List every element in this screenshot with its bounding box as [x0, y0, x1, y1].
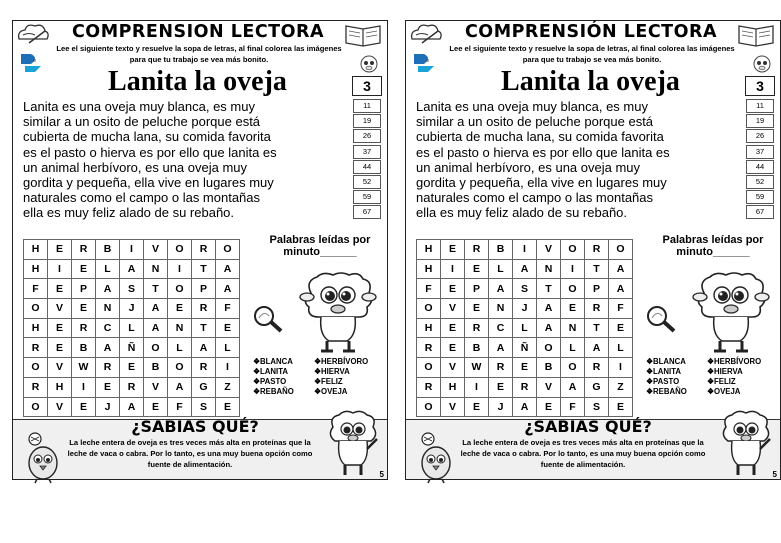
word-search-cell[interactable]: N	[561, 318, 585, 338]
word-search-cell[interactable]: A	[489, 279, 513, 299]
word-search-row	[24, 259, 240, 279]
word-search-cell[interactable]: V	[48, 358, 72, 378]
word-search-cell[interactable]: L	[96, 259, 120, 279]
word-search-cell[interactable]: V	[48, 299, 72, 319]
word-search-cell[interactable]: V	[441, 358, 465, 378]
word-search-cell[interactable]: V	[441, 397, 465, 417]
word-search-grid	[416, 239, 633, 417]
header-instructions: Lee el siguiente texto y resuelve la sopa de letras, al final colorea las imágenes para que tu trabajo se vea más bonito.	[56, 44, 342, 64]
word-search-row	[417, 299, 633, 319]
sabias-text: La leche entera de oveja es tres veces más alta en proteínas que la leche de vaca o cabra. Por lo tanto, es una muy buena opción como fuente de alimentación.	[67, 438, 313, 470]
word-search-cell[interactable]: E	[489, 377, 513, 397]
word-search-cell[interactable]: A	[96, 338, 120, 358]
word-search-cell[interactable]: I	[561, 259, 585, 279]
word-search-cell[interactable]: A	[192, 338, 216, 358]
header-instructions: Lee el siguiente texto y resuelve la sopa de letras, al final colorea las imágenes para que tu trabajo se vea más bonito.	[449, 44, 735, 64]
word-search-cell[interactable]: E	[441, 318, 465, 338]
word-count-cell: 26	[353, 129, 381, 143]
word-search-cell[interactable]: V	[144, 377, 168, 397]
word-search-cell[interactable]: N	[537, 259, 561, 279]
word-search-row	[24, 279, 240, 299]
words-per-minute-text: Palabras leídas por minuto	[269, 234, 371, 258]
book-icon	[736, 21, 776, 47]
word-search-cell[interactable]: L	[120, 318, 144, 338]
word-search-cell[interactable]: R	[24, 338, 48, 358]
story-line: un animal herbívoro, es una oveja muy	[416, 159, 641, 175]
word-search-cell[interactable]: G	[585, 377, 609, 397]
word-count-cell: 37	[353, 145, 381, 159]
word-search-cell[interactable]: V	[144, 240, 168, 260]
bird-mascot-icon	[21, 431, 65, 483]
word-search-cell[interactable]: I	[465, 377, 489, 397]
word-search-cell[interactable]: A	[144, 318, 168, 338]
word-search-cell[interactable]: H	[417, 259, 441, 279]
story-line: un animal herbívoro, es una oveja muy	[23, 159, 248, 175]
word-search-cell[interactable]: I	[48, 259, 72, 279]
word-search-cell[interactable]: A	[96, 279, 120, 299]
word-search-cell[interactable]: H	[24, 240, 48, 260]
story-line: naturales como el campo o las montañas	[416, 190, 654, 206]
word-search-cell[interactable]: I	[609, 358, 633, 378]
story-line: gordita y pequeña, ella vive en lugares muy	[23, 175, 274, 191]
word-count-cell: 67	[746, 205, 774, 219]
word-search-row	[417, 358, 633, 378]
svg-text:e: e	[426, 58, 430, 64]
sheep-waving-icon	[718, 409, 774, 479]
word-search-cell[interactable]: A	[120, 259, 144, 279]
word-search-cell[interactable]: E	[168, 299, 192, 319]
word-search-cell[interactable]: J	[489, 397, 513, 417]
word-search-cell[interactable]: P	[72, 279, 96, 299]
word-search-cell[interactable]: R	[585, 240, 609, 260]
words-per-minute-text: Palabras leídas por minuto	[662, 234, 764, 258]
word-search-row	[24, 240, 240, 260]
word-search-cell[interactable]: O	[168, 279, 192, 299]
word-search-cell[interactable]: R	[192, 358, 216, 378]
word-search-cell[interactable]: A	[609, 279, 633, 299]
word-search-cell[interactable]: T	[537, 279, 561, 299]
word-search-cell[interactable]: R	[489, 358, 513, 378]
word-search-cell[interactable]: C	[489, 318, 513, 338]
word-search-cell[interactable]: E	[513, 358, 537, 378]
word-search-cell[interactable]: J	[120, 299, 144, 319]
word-count-cell: 11	[746, 99, 774, 113]
word-search-cell[interactable]: L	[216, 338, 240, 358]
word-search-grid	[23, 239, 240, 417]
word-search-row	[24, 299, 240, 319]
word-search-row	[417, 397, 633, 417]
word-count-cell: 67	[353, 205, 381, 219]
word-search-cell[interactable]: A	[537, 318, 561, 338]
word-search-cell[interactable]: O	[168, 358, 192, 378]
book-icon	[343, 21, 383, 47]
word-count-cell: 37	[746, 145, 774, 159]
word-search-cell[interactable]: E	[72, 259, 96, 279]
word-count-cell: 11	[353, 99, 381, 113]
word-search-cell[interactable]: L	[489, 259, 513, 279]
word-search-cell[interactable]: E	[216, 318, 240, 338]
word-search-cell[interactable]: A	[513, 259, 537, 279]
story-text	[416, 99, 740, 221]
word-search-cell[interactable]: B	[96, 240, 120, 260]
word-count-cell: 52	[353, 175, 381, 189]
magnifier-icon	[251, 304, 285, 334]
word-search-cell[interactable]: S	[192, 397, 216, 417]
word-list-item: ❖ OVEJA	[314, 387, 375, 397]
word-list-item: ❖ LANITA	[253, 367, 314, 377]
word-search-cell[interactable]: E	[216, 397, 240, 417]
word-count-cell: 19	[353, 114, 381, 128]
word-search-cell[interactable]: O	[537, 338, 561, 358]
page-number: 5	[772, 470, 777, 479]
word-search-cell[interactable]: R	[585, 299, 609, 319]
word-search-cell[interactable]: A	[216, 259, 240, 279]
word-search-row	[24, 397, 240, 417]
word-search-cell[interactable]: B	[537, 358, 561, 378]
word-search-cell[interactable]: N	[144, 259, 168, 279]
words-per-minute-label: Palabras leídas por minuto______	[269, 234, 371, 258]
word-search-cell[interactable]: T	[192, 259, 216, 279]
word-list-item: ❖ PASTO	[253, 377, 314, 387]
clouds-icon	[15, 21, 51, 47]
svg-text:e: e	[33, 58, 37, 64]
word-search-cell[interactable]: O	[417, 397, 441, 417]
word-search-cell[interactable]: E	[465, 259, 489, 279]
word-search-cell[interactable]: I	[120, 240, 144, 260]
story-line: ella es muy feliz alado de su rebaño.	[23, 205, 235, 221]
word-search-cell[interactable]: I	[216, 358, 240, 378]
word-search-cell[interactable]: R	[465, 240, 489, 260]
word-search-cell[interactable]: A	[609, 259, 633, 279]
word-search-cell[interactable]: R	[513, 377, 537, 397]
word-search-cell[interactable]: B	[144, 358, 168, 378]
word-search-cell[interactable]: R	[72, 318, 96, 338]
word-search-cell[interactable]: E	[609, 397, 633, 417]
word-count-cell: 44	[353, 160, 381, 174]
story-line: cubierta de mucha lana, su comida favorita	[416, 129, 664, 145]
word-search-cell[interactable]: O	[24, 397, 48, 417]
word-search-cell[interactable]: E	[72, 299, 96, 319]
word-search-cell[interactable]: R	[417, 377, 441, 397]
word-search-cell[interactable]: H	[24, 259, 48, 279]
word-search-cell[interactable]: L	[168, 338, 192, 358]
word-search-row	[24, 358, 240, 378]
word-count-cell: 26	[746, 129, 774, 143]
word-search-cell[interactable]: T	[192, 318, 216, 338]
word-search-cell[interactable]: E	[537, 397, 561, 417]
word-search-cell[interactable]: O	[216, 240, 240, 260]
word-search-cell[interactable]: W	[465, 358, 489, 378]
sabias-title: ¿SABIAS QUÉ?	[524, 417, 652, 436]
word-search-row	[417, 338, 633, 358]
sheep-waving-icon	[325, 409, 381, 479]
word-search-cell[interactable]: V	[537, 240, 561, 260]
word-search-cell[interactable]: O	[24, 299, 48, 319]
word-search-row	[417, 377, 633, 397]
word-search-cell[interactable]: A	[120, 397, 144, 417]
word-search-cell[interactable]: E	[465, 299, 489, 319]
sabias-text: La leche entera de oveja es tres veces más alta en proteínas que la leche de vaca o cabra. Por lo tanto, es una muy buena opción como fuente de alimentación.	[460, 438, 706, 470]
word-search-cell[interactable]: R	[465, 318, 489, 338]
story-line: similar a un osito de peluche porque está	[23, 114, 261, 130]
word-list	[646, 357, 780, 397]
sheep-small-icon	[357, 54, 381, 76]
word-search-cell[interactable]: T	[144, 279, 168, 299]
word-search-cell[interactable]: J	[96, 397, 120, 417]
word-search-cell[interactable]: R	[24, 377, 48, 397]
word-search-cell[interactable]: A	[585, 338, 609, 358]
word-search-cell[interactable]: E	[441, 338, 465, 358]
word-search-cell[interactable]: E	[120, 358, 144, 378]
word-list-item: ❖ HERBÍVORO	[314, 357, 375, 367]
story-line: es el pasto o hierva es por ello que lanita es	[23, 144, 277, 160]
word-search-cell[interactable]: E	[48, 318, 72, 338]
story-line: Lanita es una oveja muy blanca, es muy	[23, 99, 255, 114]
word-search-cell[interactable]: O	[417, 299, 441, 319]
word-search-cell[interactable]: E	[48, 240, 72, 260]
word-search-cell[interactable]: N	[168, 318, 192, 338]
word-search-cell[interactable]: J	[513, 299, 537, 319]
word-search-row	[417, 318, 633, 338]
word-search-cell[interactable]: E	[441, 240, 465, 260]
word-search-cell[interactable]: E	[48, 279, 72, 299]
word-list-item: ❖ FELIZ	[314, 377, 375, 387]
story-line: ella es muy feliz alado de su rebaño.	[416, 205, 628, 221]
word-search-row	[24, 377, 240, 397]
word-search-row	[24, 318, 240, 338]
word-search-cell[interactable]: O	[561, 279, 585, 299]
word-list-item: ❖ FELIZ	[707, 377, 768, 387]
story-line: cubierta de mucha lana, su comida favorita	[23, 129, 271, 145]
word-search-cell[interactable]: S	[513, 279, 537, 299]
word-search-cell[interactable]: A	[144, 299, 168, 319]
word-search-cell[interactable]: F	[609, 299, 633, 319]
word-search-cell[interactable]: F	[24, 279, 48, 299]
sheep-mascot-icon	[299, 271, 377, 357]
clouds-icon	[408, 21, 444, 47]
logo-icon	[19, 52, 45, 74]
word-search-cell[interactable]: V	[441, 299, 465, 319]
page-number: 5	[379, 470, 384, 479]
word-list-item: ❖ BLANCA	[646, 357, 707, 367]
word-search-cell[interactable]: O	[144, 338, 168, 358]
word-search-cell[interactable]: V	[537, 377, 561, 397]
word-count-cell: 44	[746, 160, 774, 174]
word-search-cell[interactable]: R	[120, 377, 144, 397]
word-list-item: ❖ OVEJA	[707, 387, 768, 397]
word-search-cell[interactable]: I	[513, 240, 537, 260]
word-search-cell[interactable]: I	[72, 377, 96, 397]
word-search-cell[interactable]: A	[168, 377, 192, 397]
word-search-cell[interactable]: H	[417, 318, 441, 338]
word-search-cell[interactable]: S	[120, 279, 144, 299]
word-search-cell[interactable]: R	[192, 299, 216, 319]
word-list-item: ❖ PASTO	[646, 377, 707, 387]
word-search-cell[interactable]: L	[513, 318, 537, 338]
word-search-cell[interactable]: R	[96, 358, 120, 378]
word-search-cell[interactable]: H	[48, 377, 72, 397]
word-count-column	[353, 99, 381, 221]
word-search-cell[interactable]: R	[585, 358, 609, 378]
word-search-cell[interactable]: Ñ	[120, 338, 144, 358]
word-search-cell[interactable]: O	[561, 358, 585, 378]
sheep-small-icon	[750, 54, 774, 76]
word-search-cell[interactable]: P	[465, 279, 489, 299]
story-title: Lanita la oveja	[108, 66, 287, 97]
word-search-cell[interactable]: A	[513, 397, 537, 417]
story-line: naturales como el campo o las montañas	[23, 190, 261, 206]
word-search-cell[interactable]: C	[96, 318, 120, 338]
word-search-cell[interactable]: F	[168, 397, 192, 417]
word-list-item: ❖ LANITA	[646, 367, 707, 377]
word-list-item: ❖ REBAÑO	[646, 387, 707, 397]
word-search-cell[interactable]: I	[168, 259, 192, 279]
worksheet-page-right	[405, 20, 781, 480]
word-search-cell[interactable]: N	[489, 299, 513, 319]
word-count-cell: 19	[746, 114, 774, 128]
word-search-cell[interactable]: A	[561, 377, 585, 397]
word-search-cell[interactable]: I	[441, 259, 465, 279]
story-line: Lanita es una oveja muy blanca, es muy	[416, 99, 648, 114]
word-search-cell[interactable]: Ñ	[513, 338, 537, 358]
word-list-item: ❖ HIERVA	[314, 367, 375, 377]
word-search-cell[interactable]: F	[561, 397, 585, 417]
worksheet-page-left	[12, 20, 388, 480]
word-count-cell: 59	[746, 190, 774, 204]
word-search-cell[interactable]: N	[96, 299, 120, 319]
word-search-cell[interactable]: O	[168, 240, 192, 260]
word-search-cell[interactable]: G	[192, 377, 216, 397]
word-search-cell[interactable]: W	[72, 358, 96, 378]
word-list-item: ❖ REBAÑO	[253, 387, 314, 397]
words-per-minute-label: Palabras leídas por minuto______	[662, 234, 764, 258]
word-search-cell[interactable]: R	[192, 240, 216, 260]
word-search-cell[interactable]: A	[216, 279, 240, 299]
word-search-cell[interactable]: T	[585, 259, 609, 279]
lesson-number: 3	[745, 76, 775, 96]
word-search-cell[interactable]: R	[72, 240, 96, 260]
word-search-cell[interactable]: Z	[609, 377, 633, 397]
word-search-cell[interactable]: P	[585, 279, 609, 299]
word-search-cell[interactable]: E	[441, 279, 465, 299]
word-search-cell[interactable]: V	[48, 397, 72, 417]
word-search-cell[interactable]: H	[417, 240, 441, 260]
word-search-cell[interactable]: L	[609, 338, 633, 358]
story-text	[23, 99, 347, 221]
word-search-cell[interactable]: O	[561, 240, 585, 260]
word-search-cell[interactable]: L	[561, 338, 585, 358]
word-search-cell[interactable]: E	[96, 377, 120, 397]
header-title: COMPRENSION LECTORA	[71, 22, 325, 42]
word-search-cell[interactable]: H	[24, 318, 48, 338]
logo-icon	[412, 52, 438, 74]
word-search-cell[interactable]: O	[24, 358, 48, 378]
story-line: similar a un osito de peluche porque está	[416, 114, 654, 130]
word-list-item: ❖ HERBÍVORO	[707, 357, 768, 367]
word-search-cell[interactable]: E	[561, 299, 585, 319]
word-search-cell[interactable]: E	[609, 318, 633, 338]
word-count-cell: 52	[746, 175, 774, 189]
word-count-cell: 59	[353, 190, 381, 204]
word-list-item: ❖ HIERVA	[707, 367, 768, 377]
word-search-cell[interactable]: O	[417, 358, 441, 378]
story-title: Lanita la oveja	[501, 66, 680, 97]
word-search-row	[417, 259, 633, 279]
bird-mascot-icon	[414, 431, 458, 483]
word-search-cell[interactable]: H	[441, 377, 465, 397]
word-search-cell[interactable]: F	[216, 299, 240, 319]
word-search-cell[interactable]: O	[609, 240, 633, 260]
word-search-cell[interactable]: A	[489, 338, 513, 358]
word-search-row	[417, 240, 633, 260]
word-search-cell[interactable]: B	[72, 338, 96, 358]
word-search-cell[interactable]: E	[465, 397, 489, 417]
story-line: gordita y pequeña, ella vive en lugares muy	[416, 175, 667, 191]
lesson-number: 3	[352, 76, 382, 96]
story-line: es el pasto o hierva es por ello que lanita es	[416, 144, 670, 160]
word-search-cell[interactable]: P	[192, 279, 216, 299]
sabias-title: ¿SABIAS QUÉ?	[131, 417, 259, 436]
word-search-cell[interactable]: T	[585, 318, 609, 338]
word-search-cell[interactable]: E	[48, 338, 72, 358]
word-search-cell[interactable]: R	[417, 338, 441, 358]
word-search-cell[interactable]: A	[537, 299, 561, 319]
magnifier-icon	[644, 304, 678, 334]
word-search-cell[interactable]: B	[489, 240, 513, 260]
word-search-row	[417, 279, 633, 299]
word-search-cell[interactable]: E	[72, 397, 96, 417]
word-search-cell[interactable]: E	[144, 397, 168, 417]
header-title: COMPRENSIÓN LECTORA	[464, 22, 718, 42]
sheep-mascot-icon	[692, 271, 770, 357]
word-search-cell[interactable]: S	[585, 397, 609, 417]
word-list	[253, 357, 387, 397]
word-list-item: ❖ BLANCA	[253, 357, 314, 367]
word-count-column	[746, 99, 774, 221]
word-search-cell[interactable]: B	[465, 338, 489, 358]
word-search-cell[interactable]: Z	[216, 377, 240, 397]
word-search-cell[interactable]: F	[417, 279, 441, 299]
word-search-row	[24, 338, 240, 358]
